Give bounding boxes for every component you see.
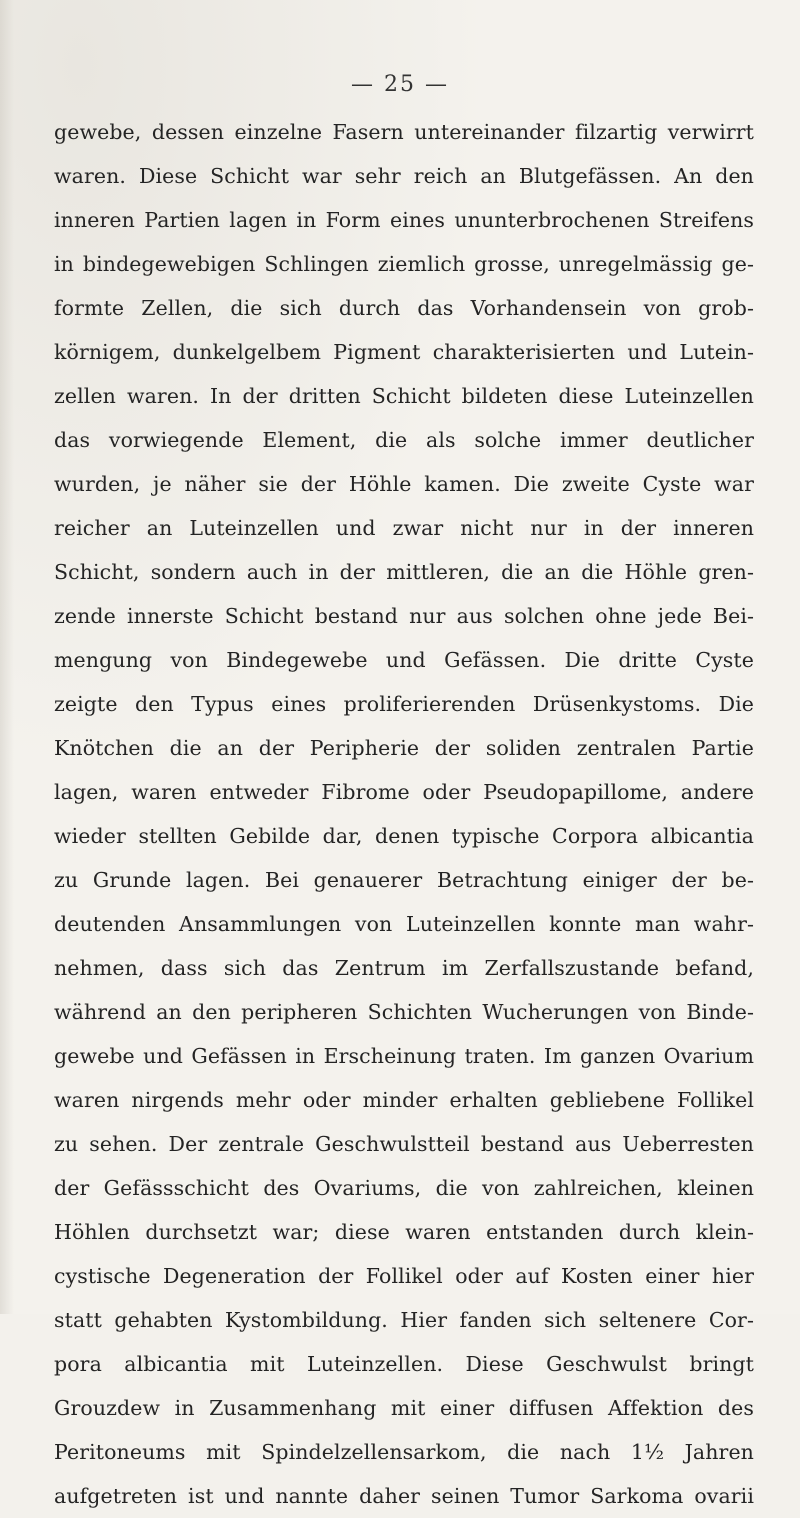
text-line: deutenden Ansammlungen von Luteinzellen konnte man wahr-: [54, 912, 754, 936]
text-line: in bindegewebigen Schlingen ziemlich grosse, unregelmässig ge-: [54, 252, 754, 276]
text-line: das vorwiegende Element, die als solche immer deutlicher: [54, 428, 754, 452]
text-line: reicher an Luteinzellen und zwar nicht nur in der inneren: [54, 516, 754, 540]
text-line: zu Grunde lagen. Bei genauerer Betrachtung einiger der be-: [54, 868, 754, 892]
text-line: aufgetreten ist und nannte daher seinen Tumor Sarkoma ovarii: [54, 1484, 754, 1508]
text-line: mengung von Bindegewebe und Gefässen. Die dritte Cyste: [54, 648, 754, 672]
text-line: waren. Diese Schicht war sehr reich an Blutgefässen. An den: [54, 164, 754, 188]
text-line: wurden, je näher sie der Höhle kamen. Die zweite Cyste war: [54, 472, 754, 496]
text-line: Grouzdew in Zusammenhang mit einer diffusen Affektion des: [54, 1396, 754, 1420]
text-line: der Gefässschicht des Ovariums, die von zahlreichen, kleinen: [54, 1176, 754, 1200]
text-line: Peritoneums mit Spindelzellensarkom, die nach 1½ Jahren: [54, 1440, 754, 1464]
text-line: cystische Degeneration der Follikel oder auf Kosten einer hier: [54, 1264, 754, 1288]
text-line: während an den peripheren Schichten Wucherungen von Binde-: [54, 1000, 754, 1024]
text-line: formte Zellen, die sich durch das Vorhandensein von grob-: [54, 296, 754, 320]
text-line: pora albicantia mit Luteinzellen. Diese Geschwulst bringt: [54, 1352, 754, 1376]
text-line: zu sehen. Der zentrale Geschwulstteil bestand aus Ueberresten: [54, 1132, 754, 1156]
text-line: lagen, waren entweder Fibrome oder Pseudopapillome, andere: [54, 780, 754, 804]
text-line: nehmen, dass sich das Zentrum im Zerfallszustande befand,: [54, 956, 754, 980]
text-line: zende innerste Schicht bestand nur aus solchen ohne jede Bei-: [54, 604, 754, 628]
text-line: zellen waren. In der dritten Schicht bildeten diese Luteinzellen: [54, 384, 754, 408]
page-number: — 25 —: [351, 72, 449, 97]
body-text: [54, 110, 754, 1518]
text-line: wieder stellten Gebilde dar, denen typische Corpora albicantia: [54, 824, 754, 848]
text-line: statt gehabten Kystombildung. Hier fanden sich seltenere Cor-: [54, 1308, 754, 1332]
text-line: gewebe und Gefässen in Erscheinung traten. Im ganzen Ovarium: [54, 1044, 754, 1068]
text-line: Schicht, sondern auch in der mittleren, die an die Höhle gren-: [54, 560, 754, 584]
text-line: zeigte den Typus eines proliferierenden Drüsenkystoms. Die: [54, 692, 754, 716]
text-line: körnigem, dunkelgelbem Pigment charakterisierten und Lutein-: [54, 340, 754, 364]
text-line: gewebe, dessen einzelne Fasern untereinander filzartig verwirrt: [54, 120, 754, 144]
text-line: Knötchen die an der Peripherie der soliden zentralen Partie: [54, 736, 754, 760]
text-line: inneren Partien lagen in Form eines ununterbrochenen Streifens: [54, 208, 754, 232]
text-line: Höhlen durchsetzt war; diese waren entstanden durch klein-: [54, 1220, 754, 1244]
text-line: waren nirgends mehr oder minder erhalten gebliebene Follikel: [54, 1088, 754, 1112]
